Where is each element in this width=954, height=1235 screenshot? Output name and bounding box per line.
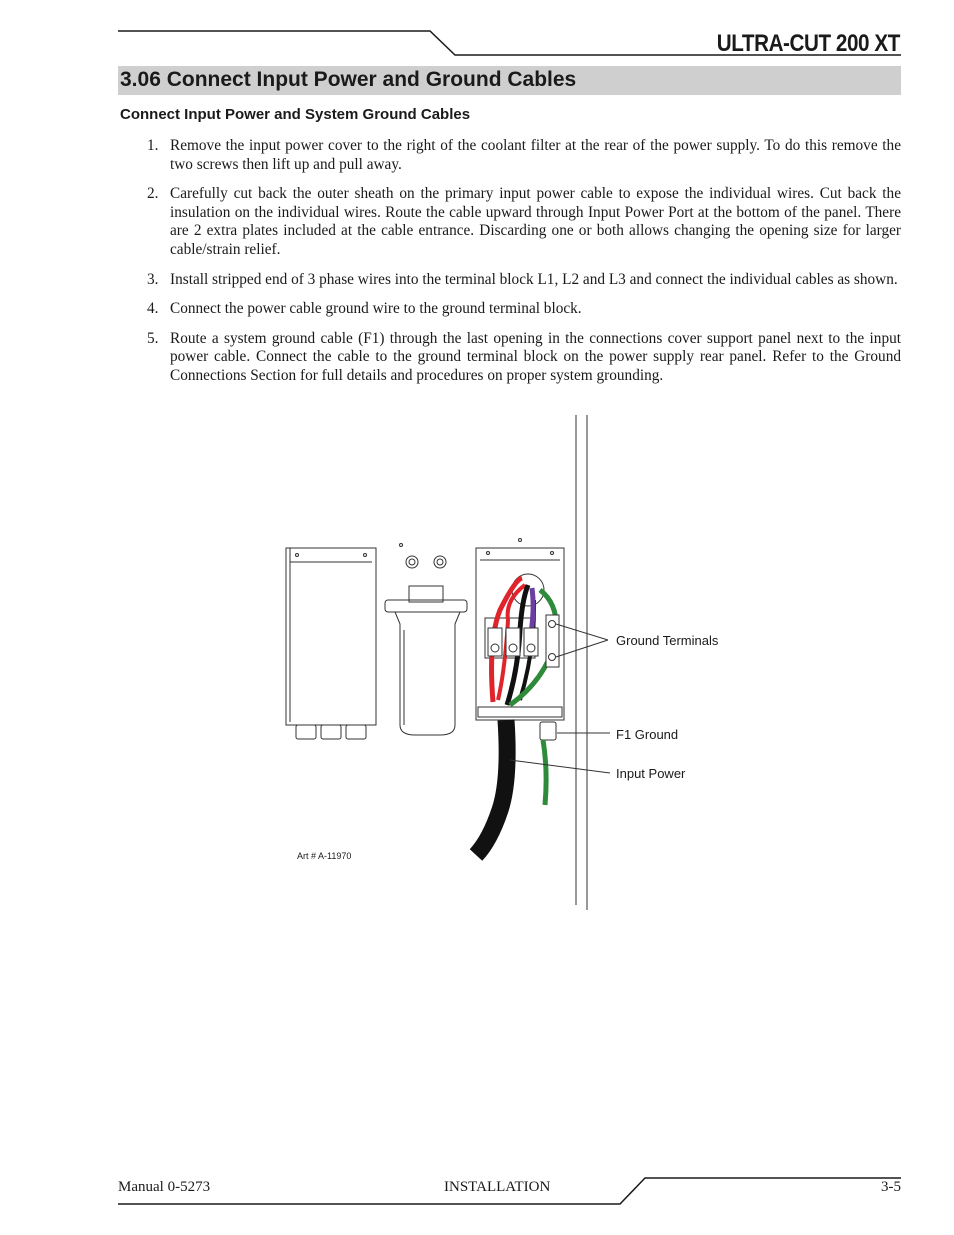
subheading: Connect Input Power and System Ground Cables <box>120 106 471 123</box>
list-item <box>120 330 901 386</box>
step-number: 2. <box>147 185 159 203</box>
art-number: Art # A-11970 <box>297 851 352 861</box>
f1-ground-label: F1 Ground <box>616 727 679 742</box>
step-text: Remove the input power cover to the right of the coolant filter at the rear of the power supply. To do this remove the two screws then lift up and pull away. <box>170 137 901 173</box>
footer-section: INSTALLATION <box>444 1179 551 1195</box>
list-item <box>120 300 901 319</box>
ground-terminals <box>546 615 559 667</box>
f1-ground-wire <box>543 740 546 805</box>
rear-cover-box <box>286 548 376 739</box>
wiring-illustration <box>0 410 954 920</box>
manual-number: Manual 0-5273 <box>118 1179 211 1195</box>
terminal-block <box>488 628 538 656</box>
step-number: 1. <box>147 137 159 154</box>
section-title: 3.06 Connect Input Power and Ground Cables <box>120 68 577 91</box>
step-number: 4. <box>147 300 159 318</box>
input-power-label: Input Power <box>616 766 686 781</box>
list-item <box>120 185 901 259</box>
step-text: Carefully cut back the outer sheath on the primary input power cable to expose the individual wires. Cut back the insulation on the individual wires. Route the cable upward through Input Power Port at the bottom of the panel. There are 2 extra plates included at the cable entrance. Discarding one or both allows changing the opening size for larger cable/strain relief. <box>170 185 901 258</box>
page-number: 3-5 <box>881 1179 901 1195</box>
instruction-list <box>120 137 901 397</box>
product-title: ULTRA-CUT 200 XT <box>716 30 900 57</box>
step-number: 3. <box>147 270 159 288</box>
list-item <box>120 271 901 290</box>
step-text: Install stripped end of 3 phase wires into the terminal block L1, L2 and L3 and connect the individual cables as shown. <box>170 270 898 288</box>
list-item <box>120 137 901 174</box>
step-text: Route a system ground cable (F1) through the last opening in the connections cover support panel next to the input power cable. Connect the cable to the ground terminal block on the power supply rear panel. Refer to the Ground Connections Section for full details and procedures on proper system grounding. <box>170 329 901 384</box>
step-number: 5. <box>147 329 159 347</box>
input-power-cable <box>476 720 507 855</box>
coolant-filter <box>385 544 467 736</box>
ground-terminals-label: Ground Terminals <box>616 633 719 648</box>
step-text: Connect the power cable ground wire to the ground terminal block. <box>170 300 582 318</box>
